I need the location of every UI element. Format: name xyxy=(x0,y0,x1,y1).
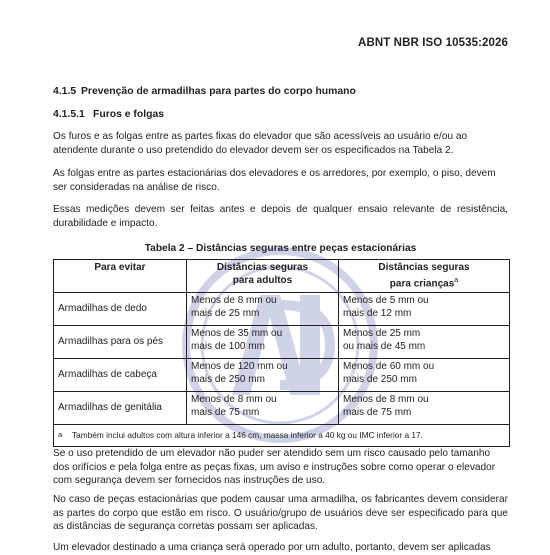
paragraph: As folgas entre as partes estacionárias dos elevadores e os arredores, por exemplo, o piso, devem ser consideradas na análise de risco. xyxy=(53,168,496,193)
table-row xyxy=(54,392,510,425)
table-header-row xyxy=(54,260,510,293)
child-distance-cell xyxy=(339,359,510,392)
paragraph: Se o uso pretendido de um elevador não puder ser atendido sem um risco causado pelo tamanho dos orifícios e pela folga entre as peças fixas, um aviso e instruções sobre como operar o elevador com segurança devem ser fornecidos nas instruções de uso. xyxy=(53,448,496,486)
table-footnote xyxy=(54,425,510,447)
adult-distance-cell xyxy=(187,293,339,326)
header-children-line2: para crianças xyxy=(389,277,455,289)
standard-reference: ABNT NBR ISO 10535:2026 xyxy=(358,37,508,49)
table-row xyxy=(54,359,510,392)
row-label: Armadilhas de genitália xyxy=(54,392,187,425)
paragraph: Os furos e as folgas entre as partes fixas do elevador que são acessíveis ao usuário e/ou ao atendente durante o uso pretendido do elevador devem ser os especificados na Tabela 2. xyxy=(53,131,468,156)
subsection-number: 4.1.5.1 xyxy=(53,109,85,120)
table-row xyxy=(54,326,510,359)
paragraph: No caso de peças estacionárias que podem causar uma armadilha, os fabricantes devem considerar as partes do corpo que estão em risco. O usuário/grupo de usuários deve ser especificado para que as distâncias de segurança corretas possam ser aplicadas. xyxy=(53,494,508,532)
footnote-text: Também inclui adultos com altura inferior a 146 cm, massa inferior a 40 kg ou IMC inferior a 17. xyxy=(72,430,423,441)
cell-line: mais de 75 mm xyxy=(343,406,412,418)
table-footnote-row xyxy=(54,425,510,447)
table-row xyxy=(54,293,510,326)
paragraph-cut-off: Um elevador destinado a uma criança será operado por um adulto, portanto, devem ser aplicadas xyxy=(53,542,491,553)
cell-line: mais de 75 mm xyxy=(191,406,260,418)
header-cell xyxy=(54,260,187,293)
cell-line: Menos de 8 mm ou xyxy=(191,394,277,406)
footnote-mark: a xyxy=(58,430,63,440)
cell-line: mais de 12 mm xyxy=(343,307,412,319)
adult-distance-cell xyxy=(187,359,339,392)
header-cell xyxy=(339,260,510,293)
row-label: Armadilhas de cabeça xyxy=(54,359,187,392)
child-distance-cell xyxy=(339,326,510,359)
header-to-avoid: Para evitar xyxy=(94,262,146,273)
cell-line: mais de 25 mm xyxy=(191,307,260,319)
cell-line: Menos de 8 mm ou xyxy=(343,394,429,406)
row-label: Armadilhas de dedo xyxy=(54,293,187,326)
subsection-title: Furos e folgas xyxy=(93,109,165,120)
adult-distance-cell xyxy=(187,326,339,359)
section-title: Prevenção de armadilhas para partes do corpo humano xyxy=(81,86,356,97)
header-adults-line2: para adultos xyxy=(232,274,293,286)
cell-line: ou mais de 45 mm xyxy=(343,340,426,352)
cell-line: Menos de 60 mm ou xyxy=(343,361,435,373)
paragraph: Essas medições devem ser feitas antes e depois de qualquer ensaio relevante de resistência, durabilidade e impacto. xyxy=(53,204,508,229)
cell-line: Menos de 120 mm ou xyxy=(191,361,288,373)
section-number: 4.1.5 xyxy=(53,86,77,97)
footnote-reference: a xyxy=(454,276,459,284)
header-cell xyxy=(187,260,339,293)
section-heading xyxy=(53,86,356,97)
safety-distances-table xyxy=(53,259,510,447)
cell-line: Menos de 5 mm ou xyxy=(343,295,429,307)
header-adults-line1: Distâncias seguras xyxy=(216,262,309,273)
cell-line: mais de 100 mm xyxy=(191,340,265,352)
table-title: Tabela 2 – Distâncias seguras entre peças estacionárias xyxy=(144,243,417,254)
child-distance-cell xyxy=(339,392,510,425)
cell-line: Menos de 25 mm xyxy=(343,328,421,340)
cell-line: mais de 250 mm xyxy=(191,373,265,385)
child-distance-cell xyxy=(339,293,510,326)
cell-line: mais de 250 mm xyxy=(343,373,417,385)
adult-distance-cell xyxy=(187,392,339,425)
header-children-line1: Distâncias seguras xyxy=(378,262,470,273)
row-label: Armadilhas para os pés xyxy=(54,326,187,359)
subsection-heading xyxy=(53,109,164,120)
cell-line: Menos de 8 mm ou xyxy=(191,295,277,307)
cell-line: Menos de 35 mm ou xyxy=(191,328,283,340)
